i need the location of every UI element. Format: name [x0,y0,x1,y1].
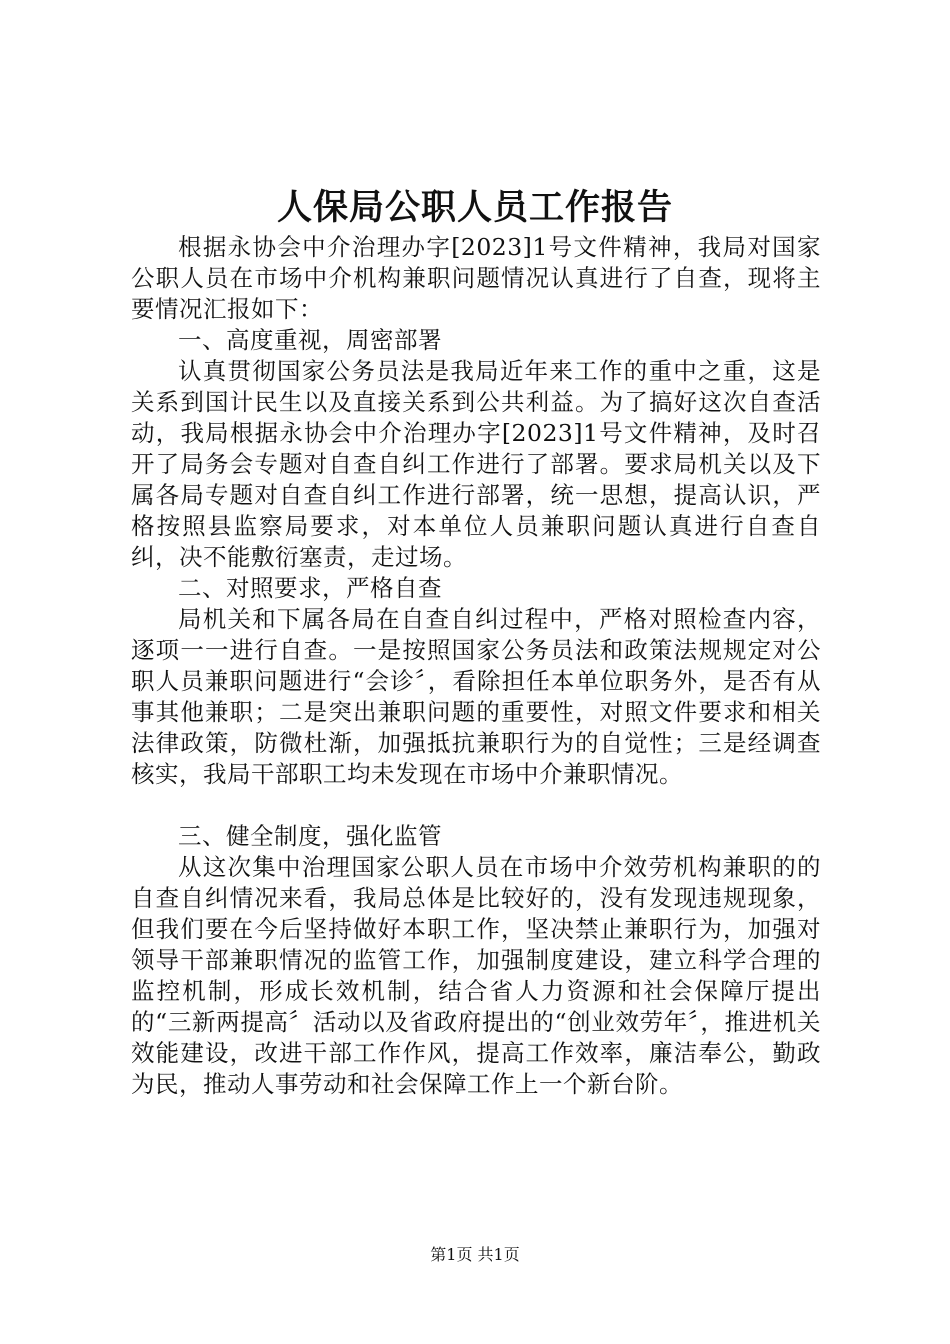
section-paragraph-1: 认真贯彻国家公务员法是我局近年来工作的重中之重，这是关系到国计民生以及直接关系到公共利益。为了搞好这次自查活动，我局根据永协会中介治理办字[2023]1号文件精神，及时召开了局务会专题对自查自纠工作进行了部署。要求局机关以及下属各局专题对自查自纠工作进行部署，统一思想，提高认识，严格按照县监察局要求，对本单位人员兼职问题认真进行自查自纠，决不能敷衍塞责，走过场。 [131,357,821,571]
document-title: 人保局公职人员工作报告 [276,187,673,228]
section-paragraph-3: 从这次集中治理国家公职人员在市场中介效劳机构兼职的的自查自纠情况来看，我局总体是比较好的，没有发现违规现象，但我们要在今后坚持做好本职工作，坚决禁止兼职行为，加强对领导干部兼职情况的监管工作，加强制度建设，建立科学合理的监控机制，形成长效机制，结合省人力资源和社会保障厅提出的“三新两提高〞活动以及省政府提出的“创业效劳年〞，推进机关效能建设，改进干部工作作风，提高工作效率，廉洁奉公，勤政为民，推动人事劳动和社会保障工作上一个新台阶。 [131,853,821,1098]
intro-paragraph: 根据永协会中介治理办字[2023]1号文件精神，我局对国家公职人员在市场中介机构兼职问题情况认真进行了自查，现将主要情况汇报如下： [131,233,821,323]
section-heading-2: 二、对照要求，严格自查 [178,574,442,602]
paragraph-gap [131,790,821,821]
page-footer: 第1页 共1页 [430,1245,520,1264]
section-paragraph-2: 局机关和下属各局在自查自纠过程中，严格对照检查内容，逐项一一进行自查。一是按照国家公务员法和政策法规规定对公职人员兼职问题进行“会诊〞，看除担任本单位职务外，是否有从事其他兼职；二是突出兼职问题的重要性，对照文件要求和相关法律政策，防微杜渐，加强抵抗兼职行为的自觉性；三是经调查核实，我局干部职工均未发现在市场中介兼职情况。 [131,605,821,788]
section-heading-1: 一、高度重视，周密部署 [178,326,442,354]
document-body [131,232,821,1100]
section-heading-3: 三、健全制度，强化监管 [178,822,442,850]
